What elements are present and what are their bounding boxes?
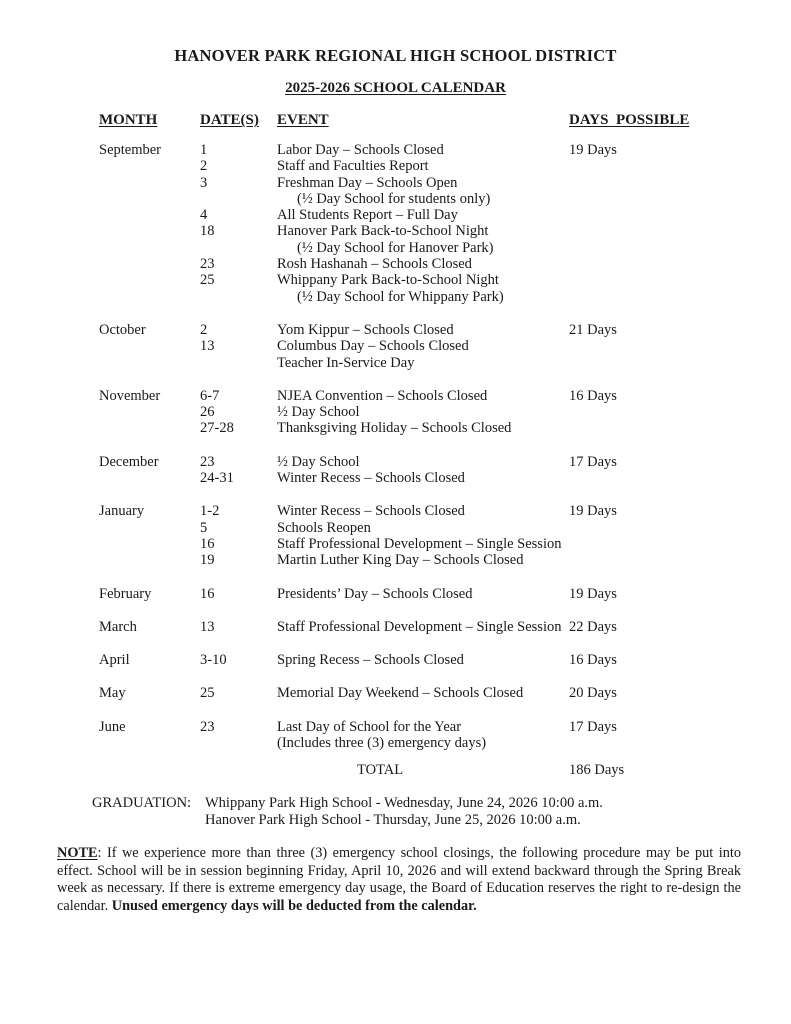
- month-block: [0, 619, 791, 635]
- graduation-line: Whippany Park High School - Wednesday, June 24, 2026 10:00 a.m.: [205, 795, 603, 811]
- month-block: [0, 454, 791, 487]
- row-event: Martin Luther King Day – Schools Closed: [277, 552, 524, 569]
- month-name: September: [99, 142, 162, 158]
- month-rows: [0, 503, 791, 568]
- calendar-row: [0, 470, 791, 486]
- column-header-days-possible: DAYS POSSIBLE: [569, 112, 690, 128]
- total-label: TOTAL: [357, 762, 404, 778]
- row-event: Hanover Park Back-to-School Night: [277, 223, 489, 240]
- calendar-row: [0, 256, 791, 272]
- calendar-row: [0, 272, 791, 288]
- month-block: [0, 503, 791, 568]
- note-emphasis: Unused emergency days will be deducted from the calendar.: [111, 897, 477, 914]
- month-block: [0, 322, 791, 371]
- calendar-row: [0, 158, 791, 174]
- month-name: March: [99, 618, 137, 635]
- column-header-month: MONTH: [99, 112, 158, 128]
- row-event: Staff and Faculties Report: [277, 158, 429, 175]
- row-event: Winter Recess – Schools Closed: [277, 470, 465, 487]
- month-rows: [0, 619, 791, 635]
- month-days-possible: 17 Days: [569, 718, 617, 735]
- calendar-row: [0, 142, 791, 158]
- month-rows: [0, 586, 791, 602]
- month-name: May: [99, 685, 126, 702]
- month-days-possible: 21 Days: [569, 321, 617, 338]
- column-header-dates: DATE(S): [200, 112, 259, 128]
- month-name: June: [99, 718, 126, 735]
- calendar-row: [0, 322, 791, 338]
- month-block: [0, 388, 791, 437]
- month-rows: [0, 652, 791, 668]
- row-event: Memorial Day Weekend – Schools Closed: [277, 685, 524, 702]
- month-name: December: [99, 453, 159, 470]
- calendar-row: [0, 175, 791, 191]
- row-event: Columbus Day – Schools Closed: [277, 338, 469, 355]
- row-date: 19: [200, 552, 215, 569]
- note-label: NOTE: [57, 845, 98, 861]
- calendar-row: [0, 240, 791, 256]
- month-rows: [0, 685, 791, 701]
- row-event: Teacher In-Service Day: [277, 354, 415, 371]
- month-days-possible: 16 Days: [569, 652, 617, 669]
- row-event: (½ Day School for Whippany Park): [297, 288, 504, 305]
- calendar-row: [0, 289, 791, 305]
- row-date: 5: [200, 519, 208, 536]
- row-event: Thanksgiving Holiday – Schools Closed: [277, 420, 512, 437]
- row-date: 26: [200, 404, 215, 421]
- row-date: 25: [200, 272, 215, 289]
- month-rows: [0, 322, 791, 371]
- month-name: October: [99, 321, 146, 338]
- page-subtitle: [0, 80, 791, 97]
- calendar-row: [0, 719, 791, 735]
- row-date: 4: [200, 207, 208, 224]
- row-event: (½ Day School for students only): [297, 190, 491, 207]
- month-block: [0, 685, 791, 701]
- row-date: 18: [200, 223, 215, 240]
- month-rows: [0, 142, 791, 305]
- row-date: 2: [200, 321, 208, 338]
- month-rows: [0, 719, 791, 752]
- month-block: [0, 142, 791, 305]
- row-date: 16: [200, 535, 215, 552]
- total-value-wrapper: [569, 762, 624, 779]
- row-event: NJEA Convention – Schools Closed: [277, 387, 488, 404]
- calendar-row: [0, 619, 791, 635]
- calendar-row: [0, 536, 791, 552]
- month-block: [0, 652, 791, 668]
- calendar-body: [0, 142, 791, 768]
- calendar-row: [0, 652, 791, 668]
- row-event: ½ Day School: [277, 453, 360, 470]
- row-date: 23: [200, 256, 215, 273]
- row-date: 6-7: [200, 387, 220, 404]
- month-rows: [0, 388, 791, 437]
- graduation-line: Hanover Park High School - Thursday, June 25, 2026 10:00 a.m.: [205, 812, 581, 828]
- row-event: Whippany Park Back-to-School Night: [277, 272, 499, 289]
- calendar-row: [0, 388, 791, 404]
- month-days-possible: 20 Days: [569, 685, 617, 702]
- page-title: HANOVER PARK REGIONAL HIGH SCHOOL DISTRICT: [174, 46, 617, 65]
- row-event: Rosh Hashanah – Schools Closed: [277, 256, 472, 273]
- row-date: 27-28: [200, 420, 234, 437]
- month-days-possible: 19 Days: [569, 585, 617, 602]
- row-event: (½ Day School for Hanover Park): [297, 239, 494, 256]
- month-days-possible: 17 Days: [569, 453, 617, 470]
- row-event: Winter Recess – Schools Closed: [277, 503, 465, 520]
- calendar-row: [0, 735, 791, 751]
- month-name: April: [99, 652, 130, 669]
- column-header-row: [0, 112, 791, 132]
- month-days-possible: 22 Days: [569, 618, 617, 635]
- calendar-row: [0, 355, 791, 371]
- row-date: 16: [200, 585, 215, 602]
- month-name: January: [99, 503, 145, 520]
- row-date: 1-2: [200, 503, 220, 520]
- column-header-event: EVENT: [277, 112, 329, 128]
- row-event: All Students Report – Full Day: [277, 207, 458, 224]
- row-date: 25: [200, 685, 215, 702]
- row-date: 13: [200, 338, 215, 355]
- month-name: February: [99, 585, 152, 602]
- month-days-possible: 19 Days: [569, 503, 617, 520]
- calendar-row: [0, 685, 791, 701]
- calendar-row: [0, 520, 791, 536]
- month-block: [0, 719, 791, 752]
- row-date: 23: [200, 718, 215, 735]
- row-date: 24-31: [200, 470, 234, 487]
- row-date: 23: [200, 453, 215, 470]
- graduation-lines: [205, 795, 603, 829]
- calendar-row: [0, 454, 791, 470]
- calendar-row: [0, 191, 791, 207]
- calendar-row: [0, 404, 791, 420]
- row-event: Staff Professional Development – Single Session: [277, 618, 562, 635]
- month-days-possible: 19 Days: [569, 142, 617, 158]
- month-days-possible: 16 Days: [569, 387, 617, 404]
- row-date: 3-10: [200, 652, 227, 669]
- calendar-row: [0, 552, 791, 568]
- row-date: 1: [200, 142, 208, 158]
- page-subtitle-text: 2025-2026 SCHOOL CALENDAR: [285, 80, 506, 96]
- month-name: November: [99, 387, 161, 404]
- row-event: Schools Reopen: [277, 519, 371, 536]
- total-value: 186 Days: [569, 762, 625, 778]
- month-rows: [0, 454, 791, 487]
- row-date: 13: [200, 618, 215, 635]
- row-event: (Includes three (3) emergency days): [277, 735, 487, 752]
- row-event: ½ Day School: [277, 404, 360, 421]
- row-event: Yom Kippur – Schools Closed: [277, 321, 454, 338]
- note-paragraph: [57, 845, 741, 915]
- row-event: Labor Day – Schools Closed: [277, 142, 444, 158]
- calendar-row: [0, 420, 791, 436]
- row-event: Last Day of School for the Year: [277, 718, 462, 735]
- calendar-row: [0, 223, 791, 239]
- row-date: 2: [200, 158, 208, 175]
- graduation-label: GRADUATION:: [92, 795, 192, 811]
- calendar-row: [0, 207, 791, 223]
- calendar-row: [0, 338, 791, 354]
- row-event: Freshman Day – Schools Open: [277, 174, 458, 191]
- note-body: : If we experience more than three (3) emergency school closings, the following procedure may be put into effect. School will be in session beginning Friday, April 10, 2026 and will extend backward through the Spring Break week as necessary. If there is extreme emergency day usage, the Board of Education reserves the right to re-design the calendar.: [57, 845, 741, 914]
- row-date: 3: [200, 174, 208, 191]
- month-block: [0, 586, 791, 602]
- row-event: Spring Recess – Schools Closed: [277, 652, 464, 669]
- calendar-row: [0, 503, 791, 519]
- row-event: Staff Professional Development – Single Session: [277, 535, 562, 552]
- calendar-row: [0, 586, 791, 602]
- row-event: Presidents’ Day – Schools Closed: [277, 585, 473, 602]
